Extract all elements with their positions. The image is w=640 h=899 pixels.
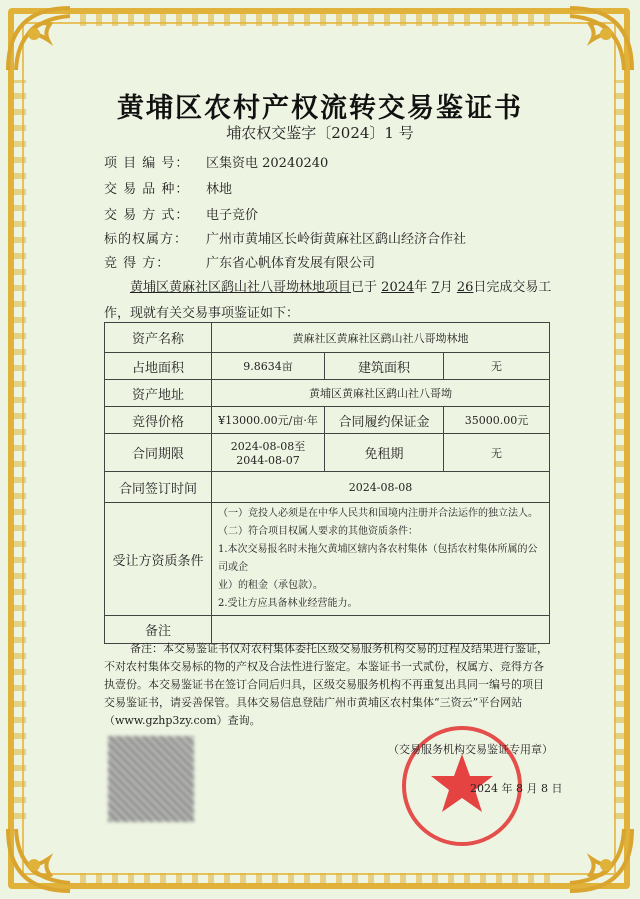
- field-value: 林地: [206, 182, 233, 197]
- issue-date: 2024 年 8 月 8 日: [470, 782, 563, 795]
- note-line: 不对农村集体交易标的物的产权及合法性进行鉴定。本鉴证书一式贰份，权属方、竞得方各: [104, 660, 544, 673]
- blurred-qr-code: [108, 736, 194, 822]
- field-label: 交 易 方 式：: [104, 208, 190, 223]
- certificate-title: 黄埔区农村产权流转交易鉴证书: [117, 93, 523, 124]
- rentfree: 无: [444, 434, 550, 472]
- left-pattern: [12, 80, 26, 819]
- corner-ornament-icon: [566, 825, 636, 895]
- qual-line: 1.本次交易报名时未拖欠黄埔区辖内各农村集体（包括农村集体所属的公司或企: [218, 544, 538, 573]
- field-value: 区集资电 20240240: [206, 156, 329, 171]
- note-line: 备注：本交易鉴证书仅对农村集体委托区级交易服务机构交易的过程及结果进行鉴证，: [130, 642, 548, 655]
- month: 7: [431, 280, 440, 295]
- corner-ornament-icon: [566, 4, 636, 74]
- text: 日完成交易工: [473, 280, 552, 295]
- deposit-label: 合同履约保证金: [325, 407, 444, 434]
- day: 26: [456, 280, 474, 295]
- sign-label: 合同签订时间: [105, 472, 212, 503]
- period-end: 2044-08-07: [236, 454, 300, 467]
- bottom-pattern: [80, 873, 560, 887]
- field-value: 广东省心帆体育发展有限公司: [206, 256, 376, 271]
- asset-name-label: 资产名称: [105, 323, 212, 353]
- completion-statement: [130, 276, 551, 295]
- right-pattern: [614, 80, 628, 819]
- build-label: 建筑面积: [325, 353, 444, 380]
- qual-line: 2.受让方应具备林业经营能力。: [218, 598, 358, 609]
- text: 已于: [351, 280, 378, 295]
- field-value: 广州市黄埔区长岭街黄麻社区鹞山经济合作社: [206, 232, 467, 247]
- note-line: 交易鉴证书，请妥善保管。具体交易信息登陆广州市黄埔区农村集体“三资云”平台网站: [104, 696, 523, 709]
- area: 9.8634亩: [212, 353, 325, 380]
- field-label: 竞 得 方：: [104, 256, 171, 271]
- corner-ornament-icon: [4, 825, 74, 895]
- corner-ornament-icon: [4, 4, 74, 74]
- statement-line2: 作，现就有关交易事项鉴证如下：: [104, 306, 300, 321]
- field-winner: [104, 252, 375, 271]
- rentfree-label: 免租期: [325, 434, 444, 472]
- year: 2024: [381, 280, 415, 295]
- period-start: 2024-08-08至: [230, 440, 306, 453]
- qual-label: 受让方资质条件: [105, 503, 212, 616]
- remark-label: 备注: [105, 616, 212, 644]
- field-label: 交 易 品 种：: [104, 182, 190, 197]
- qual-line: （一）竞投人必须是在中华人民共和国境内注册并合法运作的独立法人。: [218, 508, 538, 519]
- note-line: （www.gzhp3zy.com）查询。: [104, 714, 261, 727]
- period-label: 合同期限: [105, 434, 212, 472]
- location: 黄埔区黄麻社区鹞山社八哥坳: [212, 380, 550, 407]
- text: 年: [414, 280, 428, 295]
- qual-line: （二）符合项目权属人要求的其他资质条件：: [218, 526, 418, 537]
- top-pattern: [80, 12, 560, 26]
- issuer-text: （交易服务机构交易鉴证专用章）: [388, 743, 553, 756]
- field-variety: [104, 178, 232, 197]
- field-owner: [104, 228, 466, 247]
- asset-name: 黄麻社区黄麻社区鹞山社八哥坳林地: [212, 323, 550, 353]
- field-label: 项 目 编 号：: [104, 156, 190, 171]
- deposit: 35000.00元: [444, 407, 550, 434]
- certificate-number: 埔农权交鉴字〔2024〕1 号: [226, 124, 414, 142]
- price-label: 竞得价格: [105, 407, 212, 434]
- qual-content: [212, 503, 550, 616]
- field-label: 标的权属方：: [104, 232, 189, 247]
- build: 无: [444, 353, 550, 380]
- area-label: 占地面积: [105, 353, 212, 380]
- field-project-no: [104, 152, 328, 171]
- field-method: [104, 204, 258, 223]
- price: ¥13000.00元/亩·年: [212, 407, 325, 434]
- details-table: [104, 322, 550, 644]
- field-value: 电子竞价: [206, 208, 259, 223]
- sign-date: 2024-08-08: [212, 472, 550, 503]
- project-name: 黄埔区黄麻社区鹞山社八哥坳林地项目: [130, 280, 352, 295]
- qual-line: 业）的租金（承包款）。: [218, 580, 323, 591]
- text: 月: [439, 280, 453, 295]
- period: [212, 434, 325, 472]
- location-label: 资产地址: [105, 380, 212, 407]
- note-line: 执壹份。本交易鉴证书在签订合同后归具，区级交易服务机构不再重复出具同一编号的项目: [104, 678, 544, 691]
